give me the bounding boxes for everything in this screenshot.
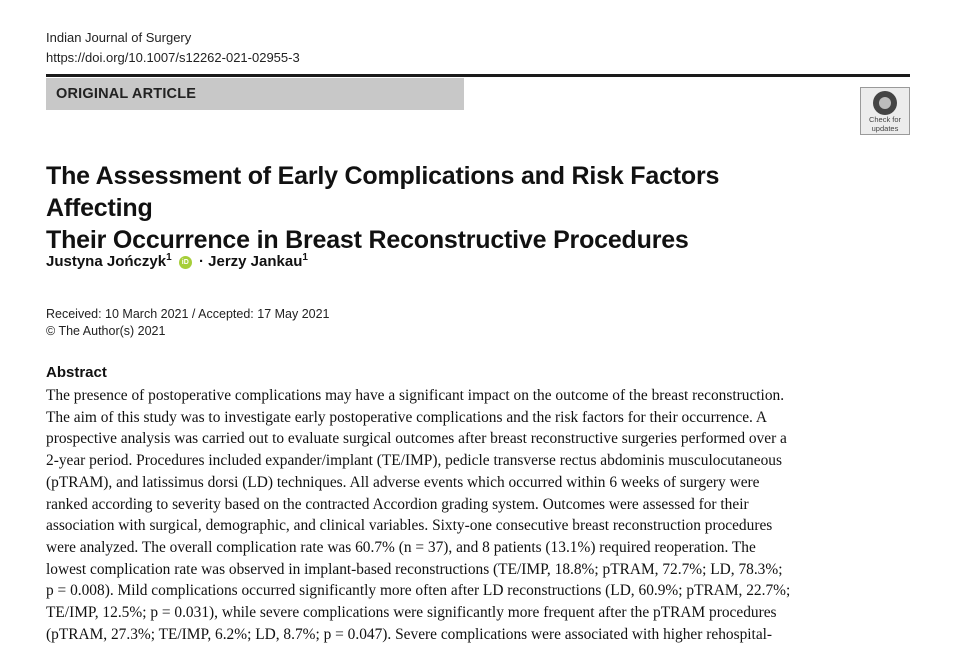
author-list	[46, 252, 308, 270]
abstract-line: (pTRAM, 27.3%; TE/IMP, 6.2%; LD, 8.7%; p = 0.047). Severe complications were associated with higher rehospital-	[46, 625, 773, 643]
badge-text-line2: updates	[871, 123, 899, 133]
abstract-line: The presence of postoperative complications may have a significant impact on the outcome of the breast reconstruction.	[46, 387, 785, 404]
article-type-banner: ORIGINAL ARTICLE	[46, 78, 464, 110]
publication-dates	[46, 306, 330, 340]
header-rule	[46, 74, 910, 77]
abstract-body	[46, 385, 910, 645]
abstract-line: TE/IMP, 12.5%; p = 0.031), while severe complications were significantly more frequent after the pTRAM procedures	[46, 604, 777, 622]
abstract-line: 2-year period. Procedures included expander/implant (TE/IMP), pedicle transverse rectus abdominis musculocutaneous	[46, 452, 782, 470]
abstract-line: were analyzed. The overall complication rate was 60.7% (n = 37), and 8 patients (13.1%) required reoperation. The	[46, 538, 756, 556]
badge-text-line1: Check for	[868, 115, 902, 124]
author-1-name[interactable]: Justyna Jończyk	[46, 253, 167, 270]
author-2-affiliation: 1	[302, 252, 308, 263]
abstract-line: association with surgical, demographic, and clinical variables. Sixty-one consecutive breast reconstruction procedures	[46, 517, 773, 535]
received-accepted: Received: 10 March 2021 / Accepted: 17 May 2021	[46, 307, 330, 321]
orcid-icon[interactable]: iD	[179, 256, 192, 269]
abstract-line: (pTRAM), and latissimus dorsi (LD) techniques. All adverse events which occurred within 6 weeks of surgery were	[46, 473, 760, 491]
article-title	[46, 160, 826, 256]
author-2-name[interactable]: Jerzy Jankau	[208, 253, 303, 270]
doi-link[interactable]: https://doi.org/10.1007/s12262-021-02955-3	[46, 50, 300, 65]
author-separator: ·	[198, 253, 204, 270]
copyright-line: © The Author(s) 2021	[46, 324, 166, 338]
abstract-line: prospective analysis was carried out to evaluate surgical outcomes after breast reconstructive surgeries performed over a	[46, 430, 787, 448]
journal-name: Indian Journal of Surgery	[46, 30, 192, 45]
abstract-line: lowest complication rate was observed in implant-based reconstructions (TE/IMP, 18.8%; pTRAM, 72.7%; LD, 78.3%;	[46, 560, 783, 578]
abstract-line: The aim of this study was to investigate early postoperative complications and the risk factors for their occurrence. A	[46, 408, 767, 426]
title-line-1: The Assessment of Early Complications and Risk Factors Affecting	[46, 162, 720, 222]
author-1-affiliation: 1	[166, 252, 172, 263]
title-line-2: Their Occurrence in Breast Reconstructive Procedures	[46, 226, 689, 254]
journal-header	[46, 28, 300, 68]
abstract-line: ranked according to severity based on the contracted Accordion grading system. Outcomes were assessed for their	[46, 495, 749, 513]
check-updates-icon	[873, 91, 897, 115]
abstract-line: p = 0.008). Mild complications occurred significantly more often after LD reconstructions (LD, 60.9%; pTRAM, 22.7%;	[46, 582, 791, 600]
check-for-updates-badge[interactable]	[860, 87, 910, 135]
abstract-heading: Abstract	[46, 364, 107, 381]
